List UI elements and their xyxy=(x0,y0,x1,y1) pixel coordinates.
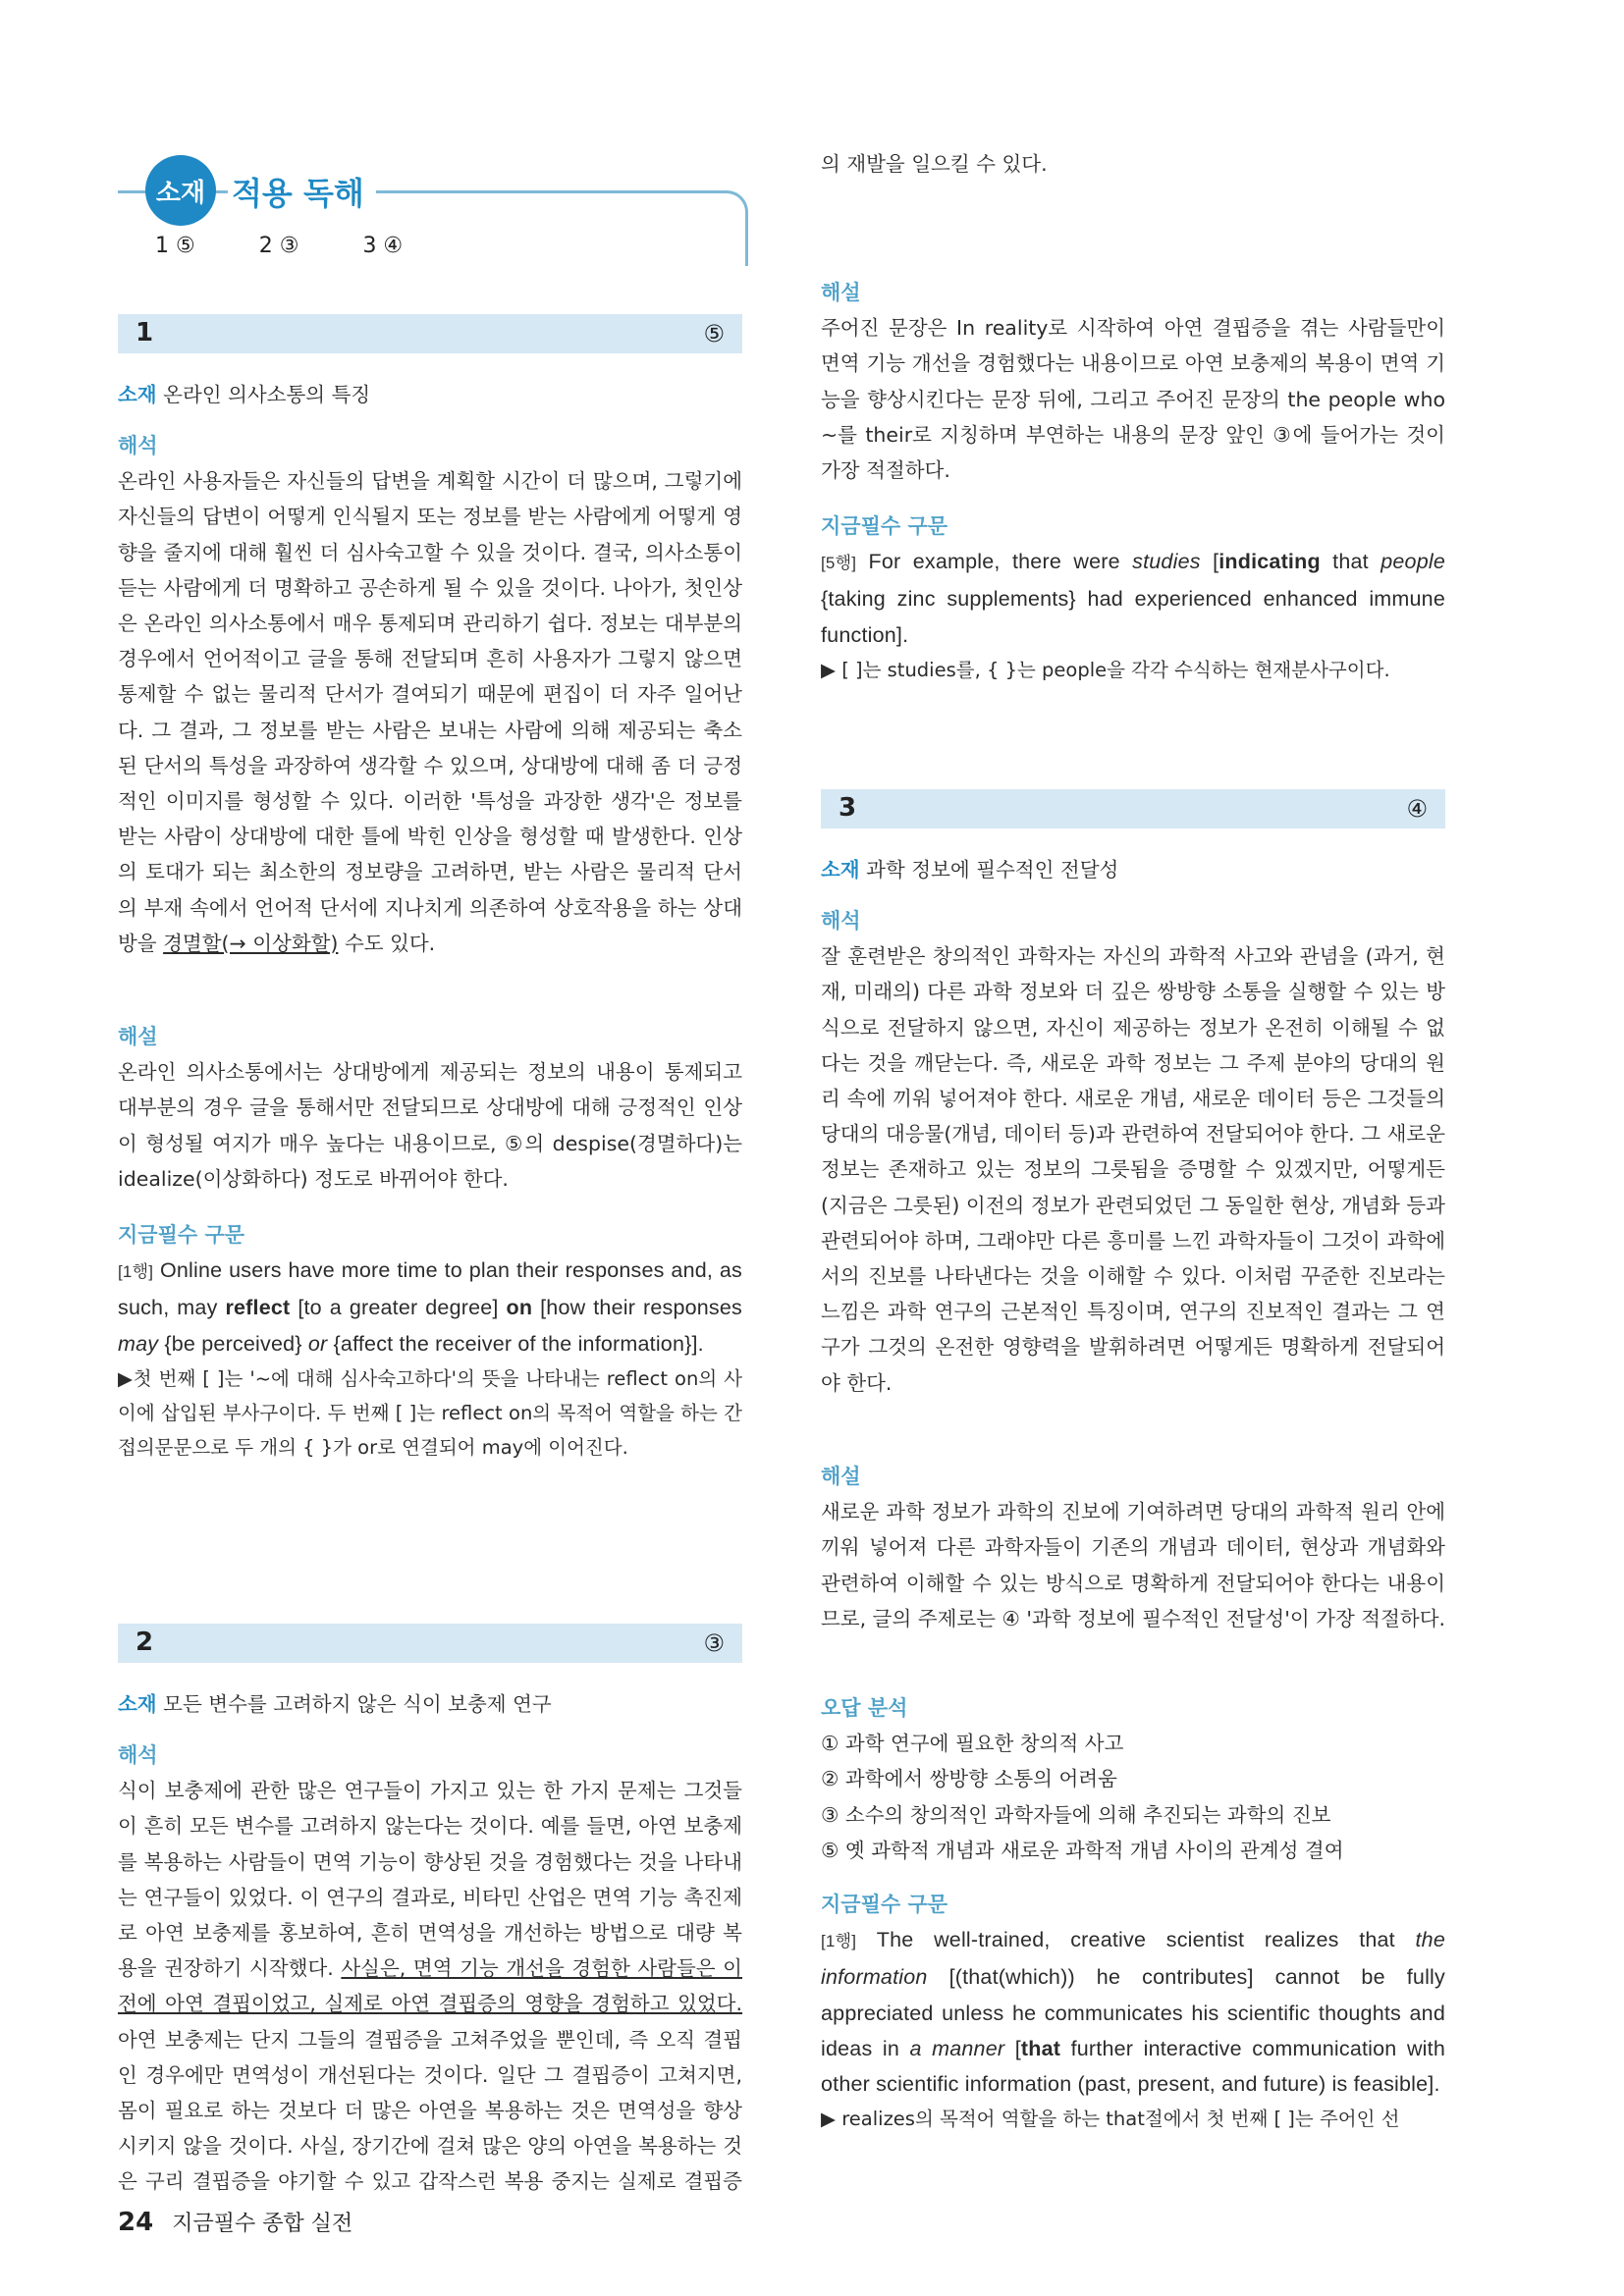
answer-1: 1 ⑤ xyxy=(155,234,195,258)
translation-text: 아연 보충제는 단지 그들의 결핍증을 고쳐주었을 뿐인데, 즉 오직 결핍인 경우에만 면역성이 개선된다는 것이다. 일단 그 결핍증이 고쳐지면, 몸이 필요로 하는 것보다 더 많은 아연을 복용하는 것은 면역성을 향상시키지 않을 것이다. 사실, 장기간에 걸쳐 많은 양의 아연을 복용하는 것은 구리 결핍증을 야기할 수 있고 갑작스런 복용 중지는 실제로 결핍증 xyxy=(118,2027,742,2194)
grammar-label: 지금필수 구문 xyxy=(118,1223,245,1247)
q1-grammar xyxy=(118,1217,742,1465)
translation-text: 의 재발을 일으킬 수 있다. xyxy=(821,152,1048,177)
translation-end: 수도 있다. xyxy=(338,931,436,955)
question-number: 1 xyxy=(135,318,154,347)
header-title: 적용 독해 xyxy=(228,169,376,214)
translation-text: 온라인 사용자들은 자신들의 답변을 계획할 시간이 더 많으며, 그렇기에 자신들의 답변이 어떻게 인식될지 또는 정보를 받는 사람에게 어떻게 영향을 줄지에 대해 훨씬 더 심사숙고할 수 있을 것이다. 결국, 의사소통이 듣는 사람에게 더 명확하고 공손하게 될 수 있을 것이다. 나아가, 첫인상은 온라인 의사소통에서 매우 통제되며 관리하기 쉽다. 정보는 대부분의 경우에서 언어적이고 글을 통해 전달되며 흔히 사용자가 그렇지 않으면 통제할 수 없는 물리적 단서가 결여되기 때문에 편집이 더 자주 일어난다. 그 결과, 그 정보를 받는 사람은 보내는 사람에 의해 제공되는 축소된 단서의 특성을 과장하여 생각할 수 있으며, 상대방에 대해 좀 더 긍정적인 이미지를 형성할 수 있다. 이러한 '특성을 과장한 생각'은 정보를 받는 사람이 상대방에 대한 틀에 박힌 인상을 형성할 때 발생한다. 인상의 토대가 되는 최소한의 정보량을 고려하면, 받는 사람은 물리적 단서의 부재 속에서 언어적 단서에 지나치게 의존하여 상호작용을 하는 상대방을 xyxy=(118,469,742,955)
q2-topic xyxy=(118,1686,742,1722)
translation-text: 잘 훈련받은 창의적인 과학자는 자신의 과학적 사고와 관념을 (과거, 현재, 미래의) 다른 과학 정보와 더 깊은 쌍방향 소통을 실행할 수 있는 방식으로 전달하지 않으면, 자신이 제공하는 정보가 온전히 이해될 수 없다는 것을 깨닫는다. 즉, 새로운 과학 정보는 그 주제 분야의 당대의 원리 속에 끼워 넣어져야 한다. 새로운 개념, 새로운 데이터 등은 그것들의 당대의 대응물(개념, 데이터 등)과 관련하여 전달되어야 한다. 그 새로운 정보는 존재하고 있는 정보의 그릇됨을 증명할 수 있겠지만, 어떻게든 (지금은 그릇된) 이전의 정보가 관련되었던 그 동일한 현상, 개념화 등과 관련되어야 하며, 그래야만 다른 흥미를 느낀 과학자들이 그것이 과학에서의 진보를 나타낸다는 것을 이해할 수 있다. 이처럼 꾸준한 진보라는 느낌은 과학 연구의 근본적인 특징이며, 연구의 진보적인 결과는 그 연구가 그것의 온전한 영향력을 발휘하려면 어떻게든 명확하게 전달되어야 한다. xyxy=(821,944,1445,1395)
explanation-label: 해설 xyxy=(118,1025,158,1048)
q2-explanation xyxy=(821,275,1445,488)
section-header xyxy=(118,155,742,263)
question-answer: ③ xyxy=(703,1629,725,1657)
en-bold: that xyxy=(1020,2036,1061,2060)
question-answer: ⑤ xyxy=(703,320,725,347)
grammar-note: ▶ realizes의 목적어 역할을 하는 that절에서 첫 번째 [ ]는 주어인 선 xyxy=(821,2108,1400,2131)
translation-text: 식이 보충제에 관한 많은 연구들이 가지고 있는 한 가지 문제는 그것들이 흔히 모든 변수를 고려하지 않는다는 것이다. 예를 들면, 아연 보충제를 복용하는 사람들이 면역 기능이 향상된 것을 경험했다는 것을 나타내는 연구들이 있었다. 이 연구의 결과로, 비타민 산업은 면역 기능 촉진제로 아연 보충제를 홍보하여, 흔히 면역성을 개선하는 방법으로 대량 복용을 권장하기 시작했다. xyxy=(118,1779,742,1981)
wrong-analysis-label: 오답 분석 xyxy=(821,1696,908,1720)
answer-2: 2 ③ xyxy=(258,234,299,258)
page-number: 24 xyxy=(118,2208,154,2237)
translation-label: 해석 xyxy=(118,434,158,457)
grammar-label: 지금필수 구문 xyxy=(821,514,948,538)
en-seg: [ xyxy=(1004,2036,1021,2060)
explanation-text: 온라인 의사소통에서는 상대방에게 제공되는 정보의 내용이 통제되고 대부분의 경우 글을 통해서만 전달되므로 상대방에 대해 긍정적인 인상이 형성될 여지가 매우 높다는 내용이므로, ⑤의 despise(경멸하다)는 idealize(이상화하다) 정도로 바뀌어야 한다. xyxy=(118,1060,742,1191)
grammar-label: 지금필수 구문 xyxy=(821,1893,948,1916)
wrong-option: ② 과학에서 쌍방향 소통의 어려움 xyxy=(821,1767,1117,1791)
wrong-option: ⑤ 옛 과학적 개념과 새로운 과학적 개념 사이의 관계성 결여 xyxy=(821,1838,1344,1862)
en-bold: on xyxy=(506,1296,533,1320)
line-ref: [5행] xyxy=(821,554,857,573)
wrong-option: ① 과학 연구에 필요한 창의적 사고 xyxy=(821,1732,1124,1756)
en-seg: [(that(which)) he contributes] cannot be fully appreciated unless he communicates his scientific thoughts and ideas in xyxy=(821,1965,1445,2060)
en-italic: people xyxy=(1380,550,1445,574)
question-number: 3 xyxy=(839,793,857,823)
answer-3: 3 ④ xyxy=(362,234,404,258)
en-seg: {affect the receiver of the information}]. xyxy=(327,1331,704,1356)
question-answer: ④ xyxy=(1406,795,1428,823)
q2-grammar xyxy=(821,508,1445,687)
en-italic: the information xyxy=(821,1928,1445,1990)
en-seg: further interactive communication with other scientific information (past, present, and future) is feasible]. xyxy=(821,2036,1445,2097)
en-seg: Online users have more time to plan their responses and, as such, may xyxy=(118,1258,742,1320)
q1-topic xyxy=(118,377,742,412)
en-seg: For example, there were xyxy=(856,550,1133,574)
q3-wrong-analysis xyxy=(821,1690,1445,1868)
grammar-note: ▶첫 번째 [ ]는 '~에 대해 심사숙고하다'의 뜻을 나타내는 reflect on의 사이에 삽입된 부사구이다. 두 번째 [ ]는 reflect on의 목적어 역할을 하는 간접의문문으로 두 개의 { }가 or로 연결되어 may에 이어진다. xyxy=(118,1366,742,1459)
translation-label: 해석 xyxy=(821,909,861,933)
en-seg: that xyxy=(1320,550,1381,574)
line-ref: [1행] xyxy=(118,1262,154,1282)
explanation-label: 해설 xyxy=(821,281,861,304)
en-seg: The well-trained, creative scientist realizes that xyxy=(856,1928,1416,1952)
q3-translation xyxy=(821,903,1445,1401)
topic-label: 소재 xyxy=(118,1692,157,1716)
en-seg: {be perceived} xyxy=(158,1331,308,1356)
q2-translation-cont xyxy=(821,147,1445,255)
en-italic: may xyxy=(118,1331,159,1356)
topic-label: 소재 xyxy=(821,858,860,881)
q2-translation-part1 xyxy=(118,1737,742,2200)
en-italic: a manner xyxy=(909,2036,1005,2060)
header-badge: 소재 xyxy=(145,155,216,226)
answer-key xyxy=(155,234,460,258)
q1-explanation xyxy=(118,1019,742,1197)
question-2-bar xyxy=(118,1624,742,1663)
en-seg: {taking zinc supplements} had experienced enhanced immune function]. xyxy=(821,587,1445,647)
topic-text: 온라인 의사소통의 특징 xyxy=(163,383,371,406)
underlined-phrase: 경멸할(→ 이상화할) xyxy=(163,931,339,955)
en-seg: [ xyxy=(1200,550,1219,574)
book-title: 지금필수 종합 실전 xyxy=(172,2212,353,2236)
grammar-note: ▶ [ ]는 studies를, { }는 people을 각각 수식하는 현재분사구이다. xyxy=(821,658,1390,681)
translation-label: 해석 xyxy=(118,1743,158,1767)
explanation-text: 새로운 과학 정보가 과학의 진보에 기여하려면 당대의 과학적 원리 안에 끼워 넣어져 다른 과학자들이 기존의 개념과 데이터, 현상과 개념화와 관련하여 이해할 수 있는 방식으로 명확하게 전달되어야 한다는 내용이므로, 글의 주제로는 ④ '과학 정보에 필수적인 전달성'이 가장 적절하다. xyxy=(821,1500,1446,1630)
wrong-option: ③ 소수의 창의적인 과학자들에 의해 추진되는 과학의 진보 xyxy=(821,1802,1331,1827)
underlined-sentence: 사실은, 면역 기능 개선을 경험한 사람들은 이전에 아연 결핍이었고, 실제로 아연 결핍증의 영향을 경험하고 있었다. xyxy=(118,1956,742,2016)
en-bold: indicating xyxy=(1218,550,1321,574)
en-italic: studies xyxy=(1132,550,1201,574)
en-italic: or xyxy=(307,1331,328,1356)
topic-text: 모든 변수를 고려하지 않은 식이 보충제 연구 xyxy=(163,1692,552,1716)
explanation-text: 주어진 문장은 In reality로 시작하여 아연 결핍증을 겪는 사람들만이 면역 기능 개선을 경험했다는 내용이므로 아연 보충제의 복용이 면역 기능을 향상시킨다는 문장 뒤에, 그리고 주어진 문장의 the people who ~를 their로 지칭하며 부연하는 내용의 문장 앞인 ③에 들어가는 것이 가장 적절하다. xyxy=(821,316,1445,483)
page-footer xyxy=(118,2207,352,2237)
question-1-bar xyxy=(118,314,742,353)
q3-grammar xyxy=(821,1887,1445,2136)
topic-label: 소재 xyxy=(118,383,157,406)
question-3-bar xyxy=(821,789,1445,828)
q3-topic xyxy=(821,852,1445,887)
en-seg: [to a greater degree] xyxy=(290,1296,507,1320)
question-number: 2 xyxy=(135,1628,154,1657)
explanation-label: 해설 xyxy=(821,1465,861,1488)
en-seg: [how their responses xyxy=(532,1296,742,1320)
q3-explanation xyxy=(821,1459,1445,1636)
en-bold: reflect xyxy=(225,1296,291,1320)
line-ref: [1행] xyxy=(821,1932,857,1951)
q1-translation xyxy=(118,428,742,961)
topic-text: 과학 정보에 필수적인 전달성 xyxy=(866,858,1119,881)
